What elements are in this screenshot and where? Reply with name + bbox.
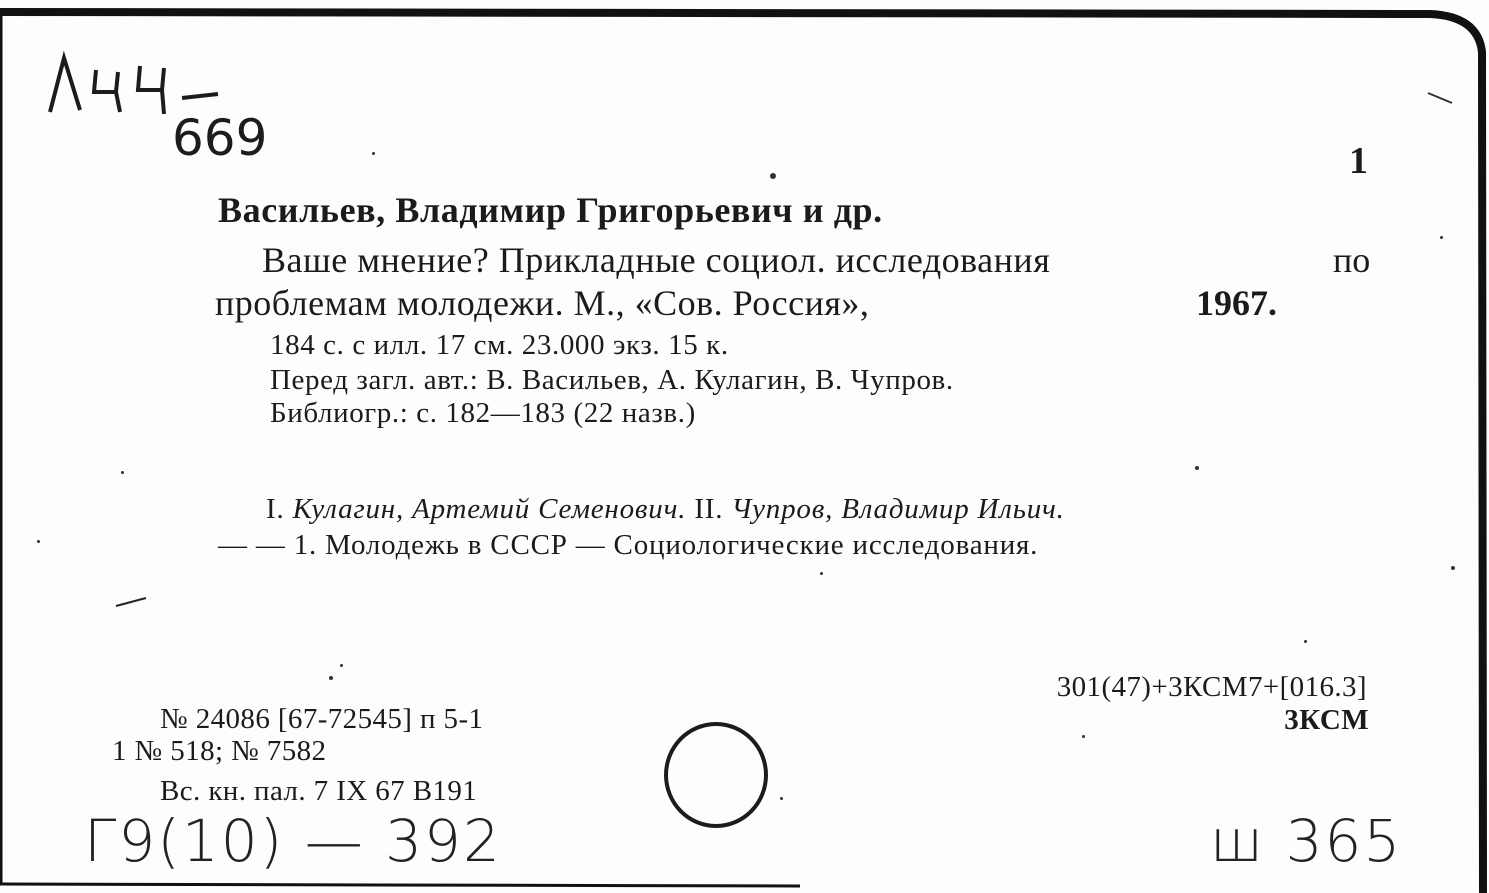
tracing-roman-2: II. xyxy=(686,493,732,525)
classification-code: 3КСМ xyxy=(1284,704,1369,736)
scan-speck xyxy=(37,540,40,543)
author-heading: Васильев, Владимир Григорьевич и др. xyxy=(218,190,883,230)
scan-speck xyxy=(770,173,776,179)
scan-speck xyxy=(329,676,333,680)
imprint-line-2: 1 № 518; № 7582 xyxy=(112,735,327,767)
scan-speck xyxy=(780,797,783,800)
added-entries xyxy=(266,495,1065,524)
scan-speck xyxy=(1195,466,1199,470)
circle-stamp xyxy=(664,722,768,828)
scan-speck xyxy=(340,664,343,667)
card-number: 1 xyxy=(1349,140,1368,182)
scan-speck xyxy=(121,471,124,474)
title-line-2: проблемам молодежи. М., «Сов. Россия», xyxy=(215,283,870,323)
classification-index: 301(47)+3КСМ7+[016.3] xyxy=(1056,671,1367,703)
scan-speck xyxy=(1082,735,1085,738)
tracing-name-2: Чупров, Владимир Ильич. xyxy=(731,493,1065,525)
tracing-roman-1: I. xyxy=(266,493,293,525)
subject-heading: — — 1. Молодежь в СССР — Социологические исследования. xyxy=(218,529,1039,561)
imprint-line-3: Вс. кн. пал. 7 IX 67 В191 xyxy=(160,775,478,807)
shelfmark-bottom: 669 xyxy=(172,109,268,167)
title-line-1-end: по xyxy=(1333,240,1371,280)
scan-speck xyxy=(1304,640,1307,643)
scan-speck xyxy=(1440,236,1443,239)
bibliography-note: Библиогр.: с. 182—183 (22 назв.) xyxy=(270,397,696,429)
tracing-name-1: Кулагин, Артемий Семенович. xyxy=(292,493,687,525)
scan-speck xyxy=(372,152,375,155)
imprint-line-1: № 24086 [67-72545] п 5-1 xyxy=(160,703,484,735)
handwritten-bottom-left: Г9(10) — 392 xyxy=(84,807,502,875)
scan-speck xyxy=(820,572,823,575)
physical-description: 184 с. с илл. 17 см. 23.000 экз. 15 к. xyxy=(270,329,729,361)
handwritten-shelfmark xyxy=(40,40,290,170)
authors-note: Перед загл. авт.: В. Васильев, А. Кулагин, В. Чупров. xyxy=(270,364,954,396)
publication-year: 1967. xyxy=(1196,283,1277,323)
title-line-1: Ваше мнение? Прикладные социол. исследования xyxy=(262,240,1051,280)
handwritten-bottom-right: ш 365 xyxy=(1210,807,1403,875)
scan-speck xyxy=(1451,566,1455,570)
